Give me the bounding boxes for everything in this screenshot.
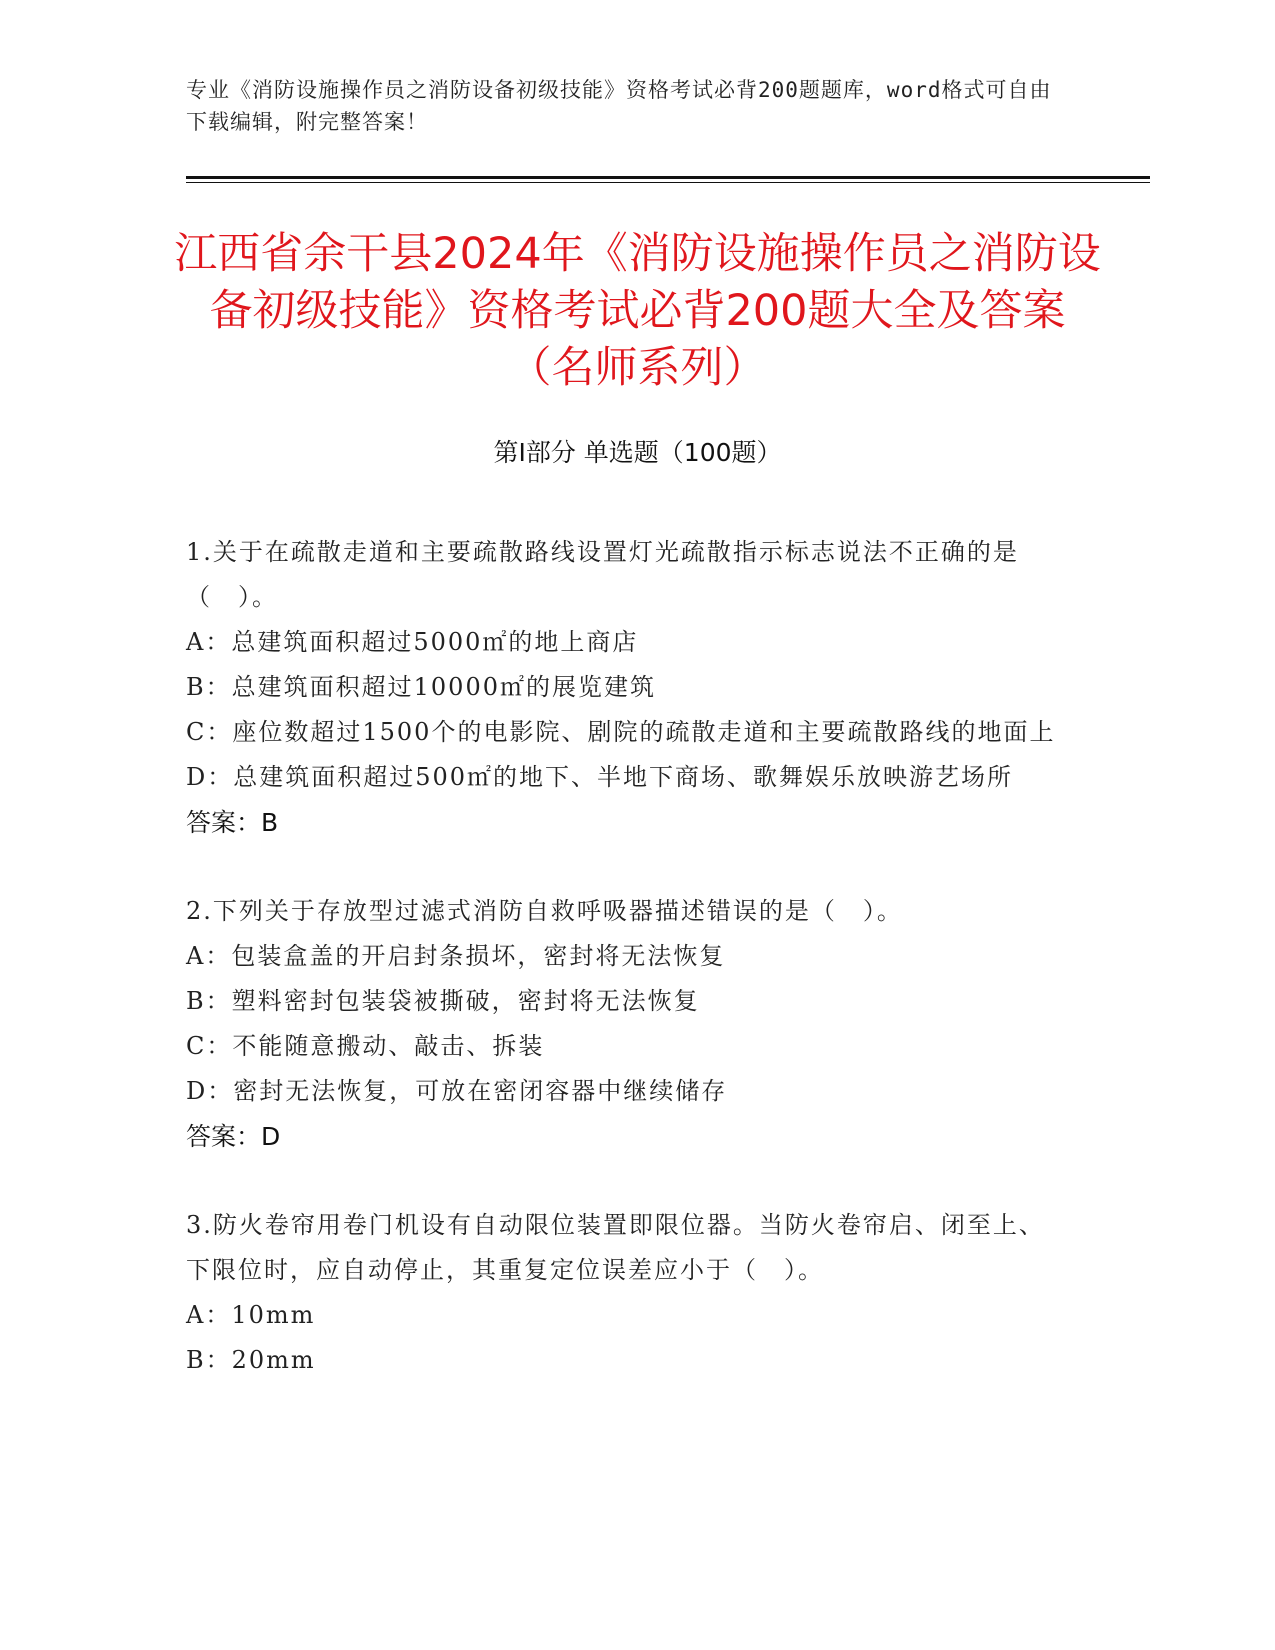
question-3 <box>186 1203 1066 1383</box>
option-c: C：不能随意搬动、敲击、拆装 <box>186 1032 545 1060</box>
question-list <box>186 530 1066 1427</box>
question-stem: 3.防火卷帘用卷门机设有自动限位装置即限位器。当防火卷帘启、闭至上、下限位时，应自动停止，其重复定位误差应小于（ ）。 <box>186 1211 1045 1284</box>
option-b: B：总建筑面积超过10000㎡的展览建筑 <box>186 673 656 701</box>
option-b: B：塑料密封包装袋被撕破，密封将无法恢复 <box>186 987 700 1015</box>
question-1 <box>186 530 1066 845</box>
option-a: A：10mm <box>186 1301 316 1329</box>
header-note: 专业《消防设施操作员之消防设备初级技能》资格考试必背200题题库，word格式可自由下载编辑，附完整答案！ <box>186 78 1052 134</box>
option-c: C：座位数超过1500个的电影院、剧院的疏散走道和主要疏散路线的地面上 <box>186 718 1056 746</box>
section-title: 第Ⅰ部分 单选题（100题） <box>493 438 782 467</box>
option-a: A：包装盒盖的开启封条损坏，密封将无法恢复 <box>186 942 726 970</box>
document-title: 江西省余干县2024年《消防设施操作员之消防设备初级技能》资格考试必背200题大全及答案（名师系列） <box>174 229 1101 393</box>
option-d: D：总建筑面积超过500㎡的地下、半地下商场、歌舞娱乐放映游艺场所 <box>186 763 1014 791</box>
option-a: A：总建筑面积超过5000㎡的地上商店 <box>186 628 639 656</box>
header-divider-thick <box>186 176 1150 179</box>
header-divider-thin <box>186 182 1150 183</box>
answer: 答案：D <box>186 1122 281 1151</box>
question-stem: 2.下列关于存放型过滤式消防自救呼吸器描述错误的是（ ）。 <box>186 897 903 925</box>
question-2 <box>186 889 1066 1159</box>
answer: 答案：B <box>186 808 279 837</box>
option-d: D：密封无法恢复，可放在密闭容器中继续储存 <box>186 1077 728 1105</box>
option-b: B：20mm <box>186 1346 316 1374</box>
question-stem: 1.关于在疏散走道和主要疏散路线设置灯光疏散指示标志说法不正确的是（ ）。 <box>186 538 1019 611</box>
